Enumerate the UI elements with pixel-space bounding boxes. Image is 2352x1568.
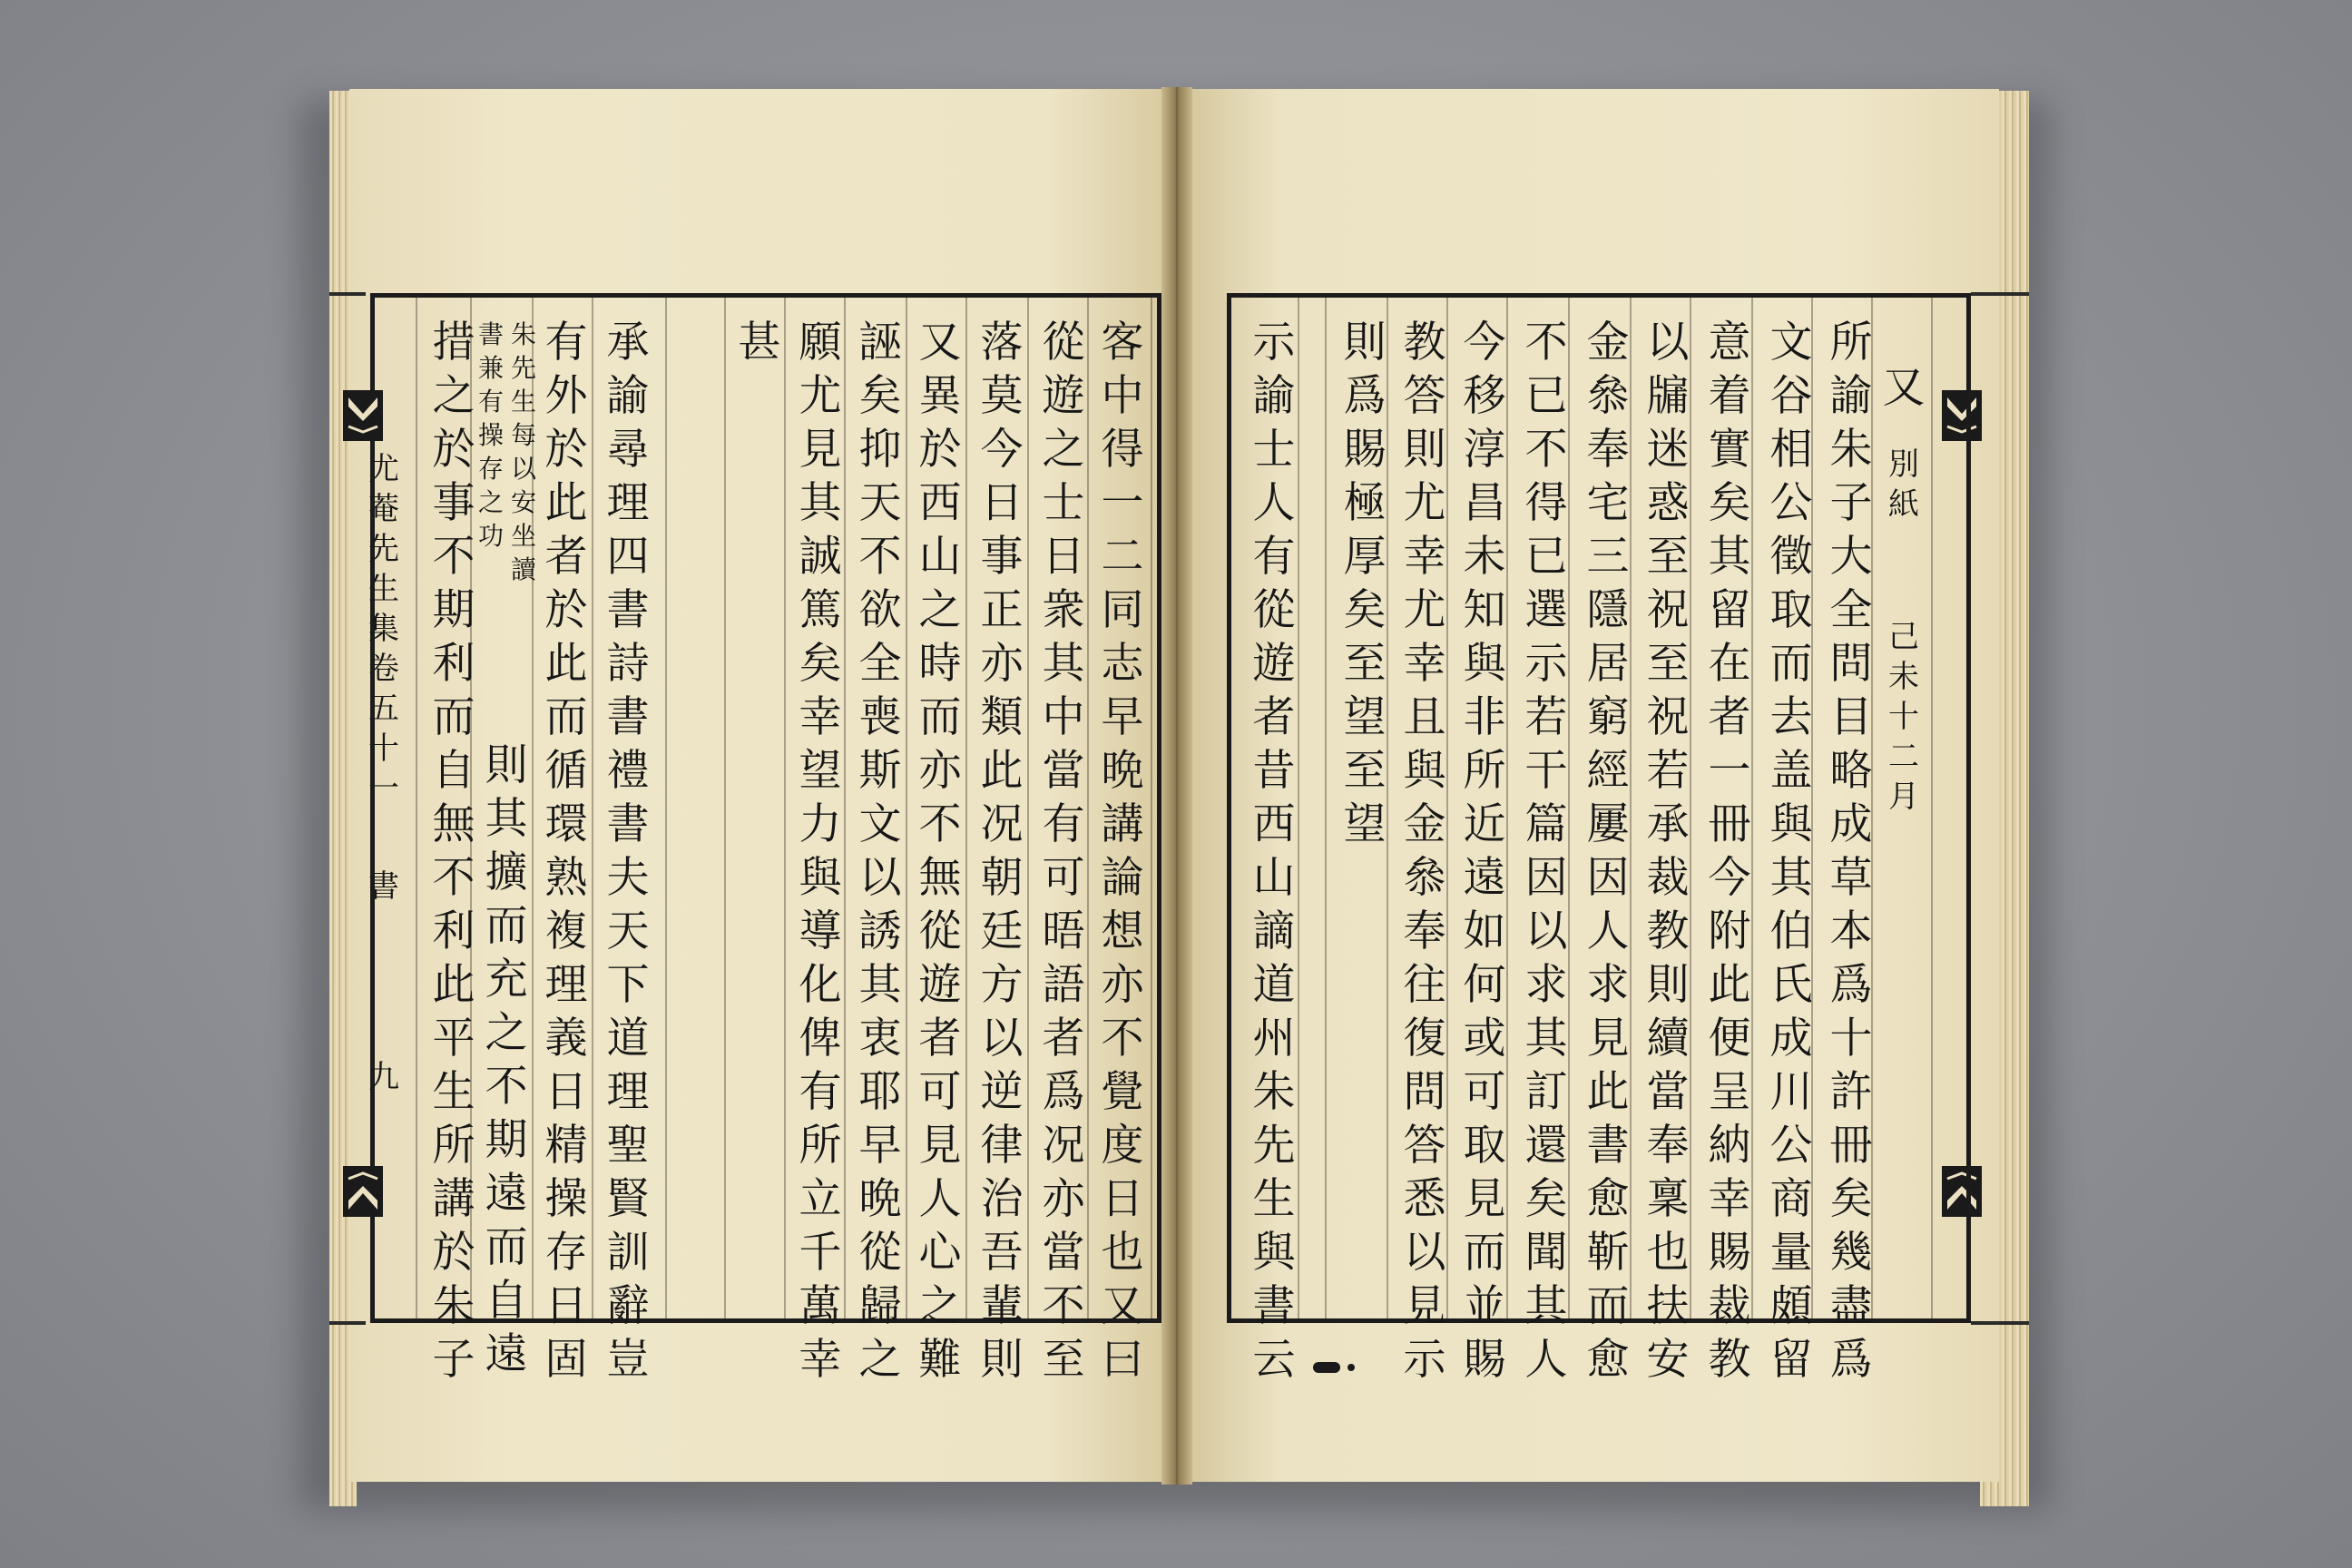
column-rule — [1506, 298, 1508, 1318]
margin-title: 尤 菴 先 生 集 卷 五 十 一 — [368, 451, 399, 807]
column-rule — [1446, 298, 1448, 1318]
text-column: 不 已 不 得 已 選 示 若 干 篇 因 以 求 其 訂 還 矣 聞 其 人 — [1524, 318, 1568, 1385]
column-rule — [1630, 298, 1632, 1318]
text-column: 客 中 得 一 二 同 志 早 晩 講 論 想 亦 不 覺 度 日 也 又 曰 — [1101, 318, 1144, 1385]
book-gutter — [1161, 87, 1192, 1485]
text-column: 所 諭 朱 子 大 全 問 目 略 成 草 本 爲 十 許 冊 矣 幾 盡 爲 — [1829, 318, 1873, 1385]
column-rule — [724, 298, 726, 1318]
column-rule — [784, 298, 786, 1318]
column-rule — [416, 298, 417, 1318]
column-rule — [906, 298, 907, 1318]
stitch-thread — [329, 1321, 366, 1325]
column-rule — [1027, 298, 1029, 1318]
column-rule — [1931, 298, 1933, 1318]
ink-mark — [1348, 1364, 1355, 1371]
column-rule — [844, 298, 846, 1318]
text-column: 從 遊 之 士 日 衆 其 中 當 有 可 晤 語 者 爲 况 亦 當 不 至 — [1042, 318, 1085, 1385]
text-column: 措 之 於 事 不 期 利 而 自 無 不 利 此 平 生 所 講 於 朱 子 — [432, 318, 475, 1385]
text-column: 誣 矣 抑 天 不 欲 全 喪 斯 文 以 誘 其 衷 耶 早 晩 從 歸 之 — [858, 318, 902, 1385]
column-rule — [965, 298, 967, 1318]
column-rule — [1151, 298, 1152, 1318]
column-rule — [592, 298, 593, 1318]
stitch-thread — [1971, 1321, 2029, 1325]
margin-page-number: 九 — [368, 1059, 399, 1095]
fish-tail-mark-icon — [343, 1166, 383, 1217]
column-rule — [1811, 298, 1813, 1318]
column-rule — [1387, 298, 1388, 1318]
text-column: 願 尤 見 其 誠 篤 矣 幸 望 力 與 導 化 俾 有 所 立 千 萬 幸 — [799, 318, 842, 1385]
column-rule — [1871, 298, 1873, 1318]
text-column: 文 谷 相 公 徵 取 而 去 盖 與 其 伯 氏 成 川 公 商 量 頗 留 — [1769, 318, 1813, 1385]
column-rule — [1568, 298, 1570, 1318]
annotation-column: 書 兼 有 操 存 之 功 — [477, 319, 504, 551]
text-column: 甚 — [738, 318, 781, 368]
text-column: 則 爲 賜 極 厚 矣 至 望 至 望 — [1343, 318, 1387, 849]
text-column: 意 着 實 矣 其 留 在 者 一 冊 今 附 此 便 呈 納 幸 賜 裁 教 — [1708, 318, 1751, 1385]
stitch-thread — [329, 292, 366, 296]
stitch-thread — [1971, 292, 2029, 296]
text-column: 承 諭 尋 理 四 書 詩 書 禮 書 夫 天 下 道 理 聖 賢 訓 辭 豈 — [606, 318, 650, 1385]
text-column: 落 莫 今 日 事 正 亦 類 此 况 朝 廷 方 以 逆 律 治 吾 輩 則 — [980, 318, 1024, 1385]
text-column: 有 外 於 此 者 於 此 而 循 環 熟 複 理 義 日 精 操 存 日 固 — [544, 318, 588, 1385]
letter-subheading: 別 紙 — [1888, 446, 1919, 523]
text-column: 則 其 擴 而 充 之 不 期 遠 而 自 遠 — [485, 740, 528, 1379]
annotation-column: 朱 先 生 每 以 安 坐 讀 — [510, 319, 536, 584]
letter-heading: 又 — [1882, 363, 1926, 413]
column-rule — [1690, 298, 1691, 1318]
text-column: 又 異 於 西 山 之 時 而 亦 不 無 從 遊 者 可 見 人 心 之 難 — [918, 318, 962, 1385]
column-rule — [532, 298, 534, 1318]
column-rule — [470, 298, 472, 1318]
column-rule — [1087, 298, 1089, 1318]
margin-section: 書 — [368, 868, 399, 905]
fish-tail-mark-icon — [343, 390, 383, 441]
column-rule — [1751, 298, 1753, 1318]
letter-date: 己 未 十 二 月 — [1888, 619, 1919, 815]
column-rule — [1298, 298, 1299, 1318]
text-column: 金 叅 奉 宅 三 隱 居 窮 經 屢 因 人 求 見 此 書 愈 靳 而 愈 — [1586, 318, 1630, 1385]
column-rule — [1325, 298, 1327, 1318]
text-column: 示 諭 士 人 有 從 遊 者 昔 西 山 謫 道 州 朱 先 生 與 書 云 — [1252, 318, 1296, 1385]
ink-mark — [1313, 1362, 1340, 1373]
text-column: 以 牖 迷 惑 至 祝 至 祝 若 承 裁 教 則 續 當 奉 稟 也 扶 安 — [1646, 318, 1690, 1385]
column-rule — [665, 298, 667, 1318]
text-column: 教 答 則 尤 幸 尤 幸 且 與 金 叅 奉 往 復 問 答 悉 以 見 示 — [1403, 318, 1446, 1385]
text-column: 今 移 淳 昌 未 知 與 非 所 近 遠 如 何 或 可 取 見 而 並 賜 — [1463, 318, 1506, 1385]
